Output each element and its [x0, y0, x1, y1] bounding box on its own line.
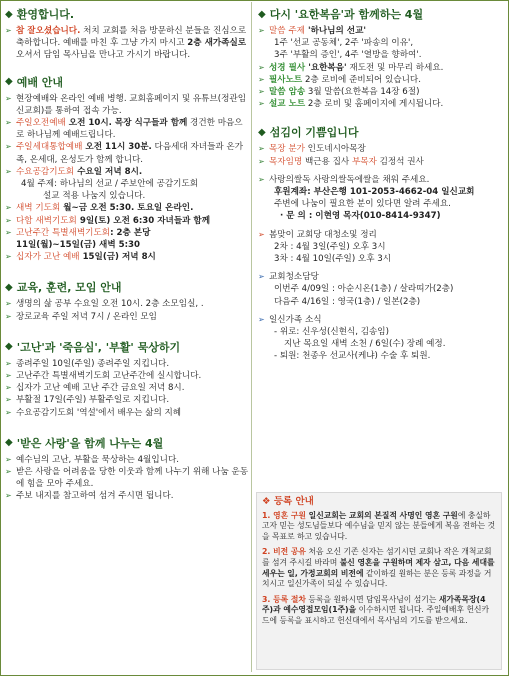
- left-column: [3, 4, 249, 507]
- arrow-bullet-icon: ➢: [5, 407, 12, 417]
- list-item: ➢ 새벽 기도회 월~금 오전 5:30. 토요일 온라인.: [5, 203, 194, 214]
- arrow-bullet-icon: ➢: [5, 142, 12, 152]
- sub-text: · 문 의 : 이현영 목자(010-8414-9347): [280, 211, 441, 222]
- arrow-bullet-icon: ➢: [5, 491, 12, 501]
- diamond-icon: ◆: [5, 8, 13, 20]
- arrow-bullet-icon: ➢: [5, 299, 12, 309]
- arrow-bullet-icon: ➢: [5, 358, 12, 368]
- education-section: [3, 279, 249, 322]
- list-item: ➢ 현장예배와 온라인 예배 병행. 교회홈페이지 및 유튜브(정관임신교회)를 통하여 접속 가능.: [5, 93, 247, 116]
- arrow-bullet-icon: ➢: [5, 383, 12, 393]
- list-item: ➢ 목자임명 백근용 집사 부목자 김정석 권사: [258, 156, 424, 167]
- list-item: ➢ 수요공감기도회 수요일 저녁 8시.: [5, 166, 143, 177]
- right-column: [256, 4, 504, 367]
- section-heading: ◆ '받은 사랑'을 함께 나누는 4월: [5, 436, 164, 450]
- arrow-bullet-icon: ➢: [258, 26, 265, 35]
- list-item: ➢ 사랑의쌀독 사랑의쌀독에쌀을 채워 주세요.: [258, 174, 430, 185]
- worship-section: [3, 74, 249, 264]
- diamond-icon: ◆: [5, 437, 13, 449]
- arrow-bullet-icon: ➢: [5, 26, 12, 35]
- list-item: ➢ 봄맞이 교회당 대청소및 정리: [258, 229, 377, 240]
- list-item: ➢ 수요공감기도회 '역설'에서 배우는 삶의 지혜: [5, 407, 182, 418]
- arrow-bullet-icon: ➢: [258, 74, 265, 84]
- sub-text: 11일(월)~15일(금) 새벽 5:30: [16, 240, 140, 251]
- list-item: ➢ 설교 노트 2층 로비 및 홈페이지에 게시됩니다.: [258, 99, 444, 110]
- list-item: ➢ 참 잘오셨습니다. 처치 교회를 처음 방문하신 분들을 진심으로 축하합니다. 예배를 마친 후 그냥 가지 마시고 2층 새가족실로 오셔서 담임 목사님을 만나고 가시기 바랍니다.: [5, 26, 247, 61]
- sub-text: 3차 : 4월 10일(주일) 오후 3시: [274, 254, 392, 265]
- john-section: [256, 6, 504, 110]
- diamond-icon: ◆: [258, 8, 266, 20]
- arrow-bullet-icon: ➢: [258, 156, 265, 166]
- section-heading: ◆ 예배 안내: [5, 75, 64, 89]
- column-divider: [251, 2, 252, 672]
- arrow-bullet-icon: ➢: [258, 62, 265, 72]
- registration-paragraph: 1. 영혼 구원 일신교회는 교회의 본질적 사명인 영혼 구원에 충실하고자 믿는 성도님들보다 예수님을 믿지 않는 분들에게 복음 전하는 것을 목표로 하고 있습니다.: [262, 510, 496, 541]
- sub-text: 이번주 4/09일 : 아순시온(1층) / 살라띠가(2층): [274, 284, 454, 295]
- arrow-bullet-icon: ➢: [5, 252, 12, 262]
- diamond-icon: ◆: [5, 76, 13, 88]
- sub-text: 후원계좌: 부산은행 101-2053-4662-04 일신교회: [274, 187, 475, 198]
- arrow-bullet-icon: ➢: [5, 166, 12, 176]
- list-item: ➢ 받은 사랑을 어려움을 당한 이웃과 함께 나누기 위해 나눔 운동에 힘을 모아 주세요.: [5, 467, 249, 490]
- arrow-bullet-icon: ➢: [5, 467, 12, 477]
- section-heading: ◆ 교육, 훈련, 모임 안내: [5, 281, 122, 295]
- sub-text: - 위로: 신우성(신현식, 김송임): [274, 327, 389, 338]
- arrow-bullet-icon: ➢: [5, 371, 12, 381]
- arrow-bullet-icon: ➢: [258, 87, 265, 97]
- sub-text: 3주 '부활의 증인', 4주 '열방을 향하여'.: [274, 50, 422, 61]
- registration-paragraph: 3. 등록 절차 등록을 원하시면 담임목사님이 섬기는 새가족목장(4주)과 예수영접모임(1주)을 이수하시면 됩니다. 주일예배후 헌신카드에 등록을 표시하고 헌신대에서 목사님의 기도를 받으세요.: [262, 594, 490, 625]
- sub-text: 주변에 나눔이 필요한 분이 있다면 알려 주세요.: [274, 199, 451, 210]
- diamond-icon: ◆: [258, 126, 266, 138]
- list-item: ➢ 주보 내지를 참고하여 섬겨 주시면 됩니다.: [5, 491, 174, 502]
- sub-text: 다음주 4/16일 : 영국(1층) / 일본(2층): [274, 296, 421, 307]
- list-item: ➢ 다함 새벽기도회 9일(토) 오전 6:30 자녀들과 함께: [5, 215, 211, 226]
- arrow-bullet-icon: ➢: [5, 215, 12, 225]
- arrow-bullet-icon: ➢: [5, 118, 12, 128]
- sub-text: 4월 주제: 하나님의 선교 / 주보안에 공감기도회: [21, 179, 199, 190]
- welcome-section: [3, 6, 249, 62]
- diamond-icon: ◆: [5, 281, 13, 293]
- list-item: ➢ 예수님의 고난, 부활을 묵상하는 4월입니다.: [5, 454, 179, 465]
- section-heading: ◆ '고난'과 '죽음심', '부활' 묵상하기: [5, 340, 181, 354]
- list-item: ➢ 주일오전예배 오전 10시. 목장 식구들과 함께 경건한 마음으로 하나님께 예배드립니다.: [5, 118, 243, 141]
- list-item: ➢ 말씀 암송 3월 말씀(요한복음 14장 6절): [258, 87, 420, 98]
- section-heading: ◆ 환영합니다.: [5, 8, 75, 21]
- registration-box: [256, 492, 502, 670]
- list-item: ➢ 목장 분가 인도네시아목장: [258, 144, 366, 155]
- sub-text: 설교 적용 나눔지 있습니다.: [43, 191, 146, 202]
- list-item: ➢ 일신가족 소식: [258, 314, 322, 325]
- arrow-bullet-icon: ➢: [5, 227, 12, 237]
- list-item: ➢ 십자가 고난 예배 15일(금) 저녁 8시: [5, 252, 156, 263]
- list-item: ➢ 장로교육 주일 저녁 7시 / 온라인 모임: [5, 311, 157, 322]
- list-item: ➢ 십자가 고난 예배 고난 주간 금요일 저녁 8시.: [5, 383, 185, 394]
- arrow-bullet-icon: ➢: [5, 311, 12, 321]
- registration-title: ❖ 등록 안내: [262, 496, 314, 507]
- arrow-bullet-icon: ➢: [258, 314, 265, 324]
- list-item: ➢ 종려주일 10일(주일) 종려주일 지킵니다.: [5, 358, 170, 369]
- arrow-bullet-icon: ➢: [258, 174, 265, 184]
- diamond-icon: ◆: [5, 341, 13, 353]
- sub-text: - 퇴원: 천종우 선교사(케냐) 수술 후 퇴원.: [274, 351, 431, 362]
- registration-paragraph: 2. 비전 공유 처음 오신 기존 신자는 섬기시던 교회나 작은 개척교회를 섬겨 주시길 바라며 불신 영혼을 구원하며 제자 삼고, 다음 세대를 세우는 일, 가정교회의 비전에 같이하길 원하는 분은 등록 과정을 거치시고 일신가족이 되실 수 있습니다.: [262, 547, 495, 589]
- list-item: ➢ 필사노트 2층 로비에 준비되어 있습니다.: [258, 74, 421, 85]
- arrow-bullet-icon: ➢: [5, 454, 12, 464]
- list-item: ➢ 주일세대통합예배 오전 11시 30분. 다음세대 자녀들과 온가족, 온세대, 온성도가 함께 합니다.: [5, 142, 244, 165]
- list-item: ➢ 고난주간 특별새벽기도회: 2층 본당: [5, 227, 151, 238]
- arrow-bullet-icon: ➢: [258, 99, 265, 109]
- arrow-bullet-icon: ➢: [5, 203, 12, 213]
- meditation-section: [3, 339, 249, 419]
- sub-text: 2차 : 4월 3일(주일) 오후 3시: [274, 241, 386, 252]
- section-heading: ◆ 다시 '요한복음'과 함께하는 4월: [258, 8, 424, 21]
- list-item: ➢ 말씀 주제 '하나님의 선교': [258, 26, 367, 36]
- list-item: ➢ 교회청소담당: [258, 272, 319, 283]
- sub-text: 지난 목요일 새벽 소천 / 6일(수) 장례 예정.: [284, 339, 446, 350]
- list-item: ➢ 성경 필사 '요한복음' 재도전 및 마무리 하세요.: [258, 62, 444, 73]
- arrow-bullet-icon: ➢: [258, 272, 265, 282]
- list-item: ➢ 부활절 17일(주일) 부활주일로 지킵니다.: [5, 395, 170, 406]
- sharing-section: [3, 435, 249, 503]
- list-item: ➢ 고난주간 특별새벽기도회 고난주간에 실시합니다.: [5, 371, 202, 382]
- sub-text: 1주 '선교 공동체', 2주 '파송의 이유',: [274, 38, 414, 49]
- arrow-bullet-icon: ➢: [5, 93, 12, 103]
- arrow-bullet-icon: ➢: [5, 395, 12, 405]
- service-section: [256, 124, 504, 362]
- section-heading: ◆ 섬김이 기쁨입니다: [258, 126, 359, 140]
- arrow-bullet-icon: ➢: [258, 229, 265, 239]
- arrow-bullet-icon: ➢: [258, 144, 265, 154]
- list-item: ➢ 생명의 삶 공부 수요일 오전 10시. 2층 소모임실, .: [5, 299, 204, 310]
